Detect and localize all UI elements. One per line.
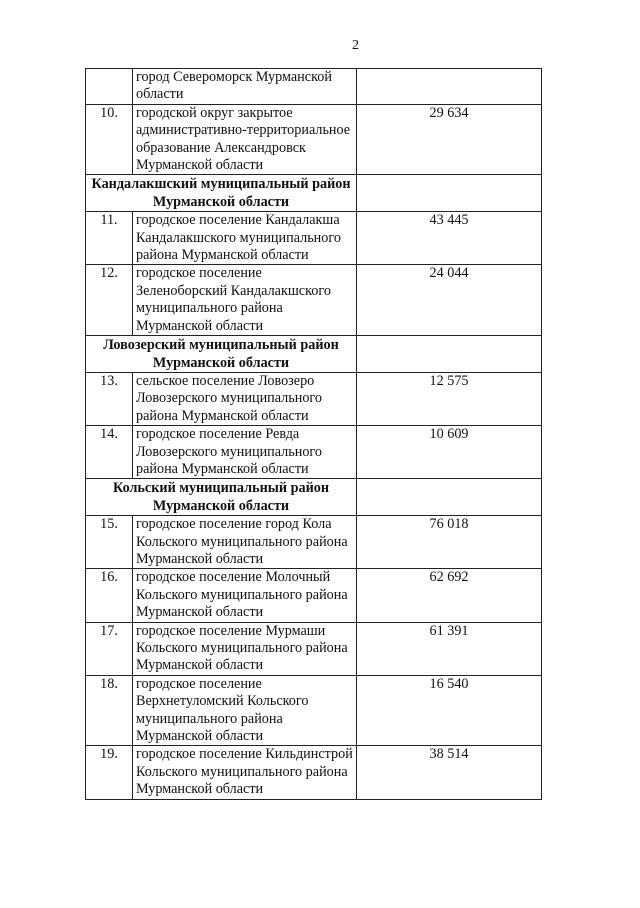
table-row [86, 746, 542, 799]
table-row [86, 372, 542, 425]
municipality-name: городское поселение Кильдинстрой Кольского муниципального района Мурманской области [133, 746, 357, 799]
table-row [86, 675, 542, 746]
table-row [86, 104, 542, 175]
row-number: 19. [86, 746, 133, 799]
municipality-name: городское поселение Молочный Кольского муниципального района Мурманской области [133, 569, 357, 622]
row-number: 13. [86, 372, 133, 425]
page-number: 2 [352, 38, 359, 53]
municipality-name: городское поселение Зеленоборский Кандалакшского муниципального района Мурманской области [133, 265, 357, 336]
row-value: 12 575 [357, 372, 542, 425]
row-number: 17. [86, 622, 133, 675]
section-header-row [86, 175, 542, 212]
section-empty-cell [357, 479, 542, 516]
section-title: Кольский муниципальный район Мурманской области [86, 479, 357, 516]
municipality-name: городское поселение Верхнетуломский Кольского муниципального района Мурманской области [133, 675, 357, 746]
table-row [86, 265, 542, 336]
table-row [86, 426, 542, 479]
section-title: Кандалакшский муниципальный район Мурманской области [86, 175, 357, 212]
row-value: 38 514 [357, 746, 542, 799]
row-number: 18. [86, 675, 133, 746]
section-empty-cell [357, 336, 542, 373]
section-header-row [86, 479, 542, 516]
municipality-name: сельское поселение Ловозеро Ловозерского муниципального района Мурманской области [133, 372, 357, 425]
row-value: 61 391 [357, 622, 542, 675]
table-row [86, 69, 542, 105]
municipality-name: город Североморск Мурманской области [133, 69, 357, 105]
row-value: 43 445 [357, 212, 542, 265]
municipality-name: городское поселение Кандалакша Кандалакшского муниципального района Мурманской области [133, 212, 357, 265]
table-row [86, 569, 542, 622]
row-value: 62 692 [357, 569, 542, 622]
row-number: 14. [86, 426, 133, 479]
municipality-name: городское поселение Ревда Ловозерского муниципального района Мурманской области [133, 426, 357, 479]
section-header-row [86, 336, 542, 373]
municipality-name: городское поселение город Кола Кольского муниципального района Мурманской области [133, 516, 357, 569]
row-value: 10 609 [357, 426, 542, 479]
municipal-table [85, 68, 542, 800]
row-value: 76 018 [357, 516, 542, 569]
municipality-name: городское поселение Мурмаши Кольского муниципального района Мурманской области [133, 622, 357, 675]
row-value [357, 69, 542, 105]
municipality-name: городской округ закрытое административно-территориальное образование Александровск Мурманской области [133, 104, 357, 175]
section-empty-cell [357, 175, 542, 212]
table-row [86, 212, 542, 265]
table-row [86, 622, 542, 675]
row-value: 29 634 [357, 104, 542, 175]
row-number: 12. [86, 265, 133, 336]
table-row [86, 516, 542, 569]
row-number: 15. [86, 516, 133, 569]
row-number: 16. [86, 569, 133, 622]
section-title: Ловозерский муниципальный район Мурманской области [86, 336, 357, 373]
row-value: 16 540 [357, 675, 542, 746]
row-number: 10. [86, 104, 133, 175]
row-number: 11. [86, 212, 133, 265]
row-number [86, 69, 133, 105]
row-value: 24 044 [357, 265, 542, 336]
